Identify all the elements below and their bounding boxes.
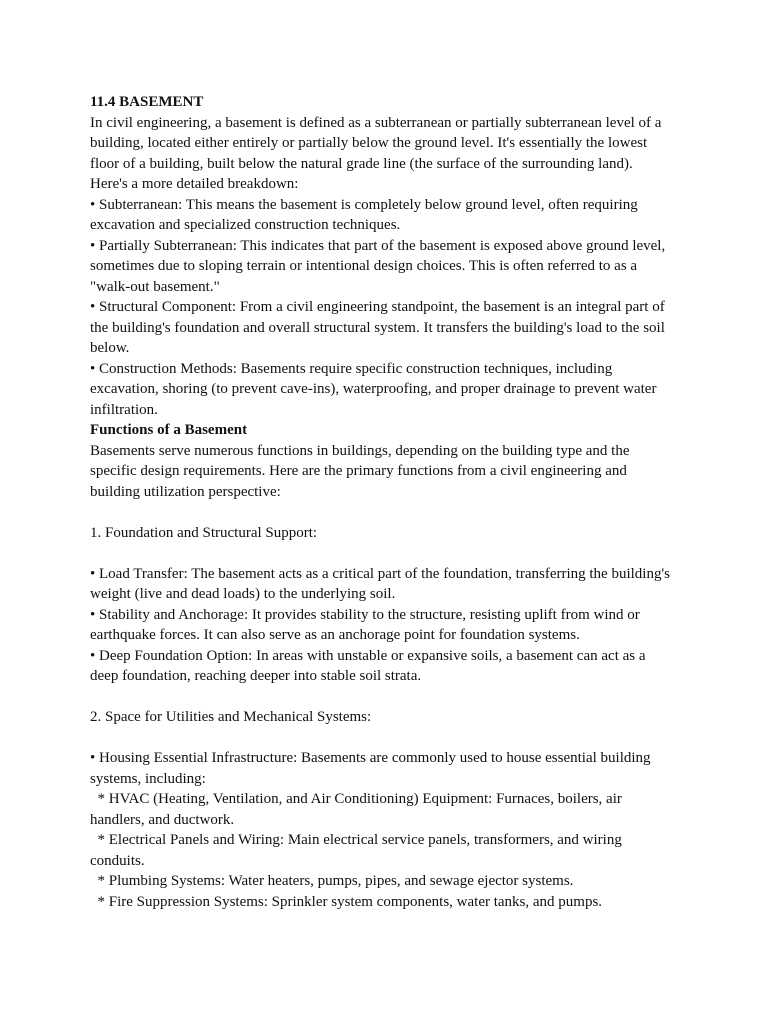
section2-title: 2. Space for Utilities and Mechanical Systems:	[90, 709, 372, 725]
text-line: excavation and specialized construction techniques.	[90, 217, 401, 233]
section1-title: 1. Foundation and Structural Support:	[90, 524, 318, 541]
spacer	[90, 728, 690, 749]
text-line: deep foundation, reaching deeper into stable soil strata.	[90, 668, 422, 684]
sub-item-hvac	[90, 789, 690, 830]
text-line: excavation, shoring (to prevent cave-ins), waterproofing, and proper drainage to prevent water	[90, 381, 657, 397]
text-line: building utilization perspective:	[90, 483, 281, 500]
section2-list	[90, 748, 690, 912]
functions-intro-paragraph	[90, 441, 690, 503]
bullet-item-structural-component	[90, 297, 690, 359]
functions-heading: Functions of a Basement	[90, 422, 248, 438]
text-line: infiltration.	[90, 401, 158, 418]
text-line: • Load Transfer: The basement acts as a critical part of the foundation, transferring the building's	[90, 565, 671, 582]
bullet-item-partially-subterranean	[90, 236, 690, 298]
spacer	[90, 502, 690, 523]
text-line: Here's a more detailed breakdown:	[90, 176, 299, 192]
text-line: the building's foundation and overall structural system. It transfers the building's load to the soil	[90, 319, 665, 336]
text-line: systems, including:	[90, 770, 206, 787]
bullet-item-housing-infrastructure	[90, 748, 690, 789]
text-line: • Subterranean: This means the basement is completely below ground level, often requiring	[90, 196, 638, 213]
text-line: earthquake forces. It can also serve as an anchorage point for foundation systems.	[90, 627, 580, 643]
text-line: conduits.	[90, 852, 145, 869]
sub-item-fire-suppression	[90, 892, 690, 913]
breakdown-list	[90, 195, 690, 421]
sub-item-electrical	[90, 830, 690, 871]
text-line: * HVAC (Heating, Ventilation, and Air Conditioning) Equipment: Furnaces, boilers, air	[90, 791, 622, 807]
text-line: Basements serve numerous functions in buildings, depending on the building type and the	[90, 442, 630, 459]
text-line: handlers, and ductwork.	[90, 811, 235, 828]
text-line: In civil engineering, a basement is defined as a subterranean or partially subterranean level of a	[90, 114, 662, 131]
text-line: weight (live and dead loads) to the underlying soil.	[90, 586, 396, 602]
text-line: • Housing Essential Infrastructure: Basements are commonly used to house essential building	[90, 750, 651, 766]
text-line: * Fire Suppression Systems: Sprinkler system components, water tanks, and pumps.	[90, 893, 603, 910]
bullet-item-deep-foundation	[90, 646, 690, 687]
text-line: "walk-out basement."	[90, 278, 220, 295]
spacer	[90, 687, 690, 708]
section-heading: 11.4 BASEMENT	[90, 94, 204, 110]
text-line: • Deep Foundation Option: In areas with unstable or expansive soils, a basement can act as a	[90, 647, 646, 664]
sub-item-plumbing	[90, 871, 690, 892]
bullet-item-construction-methods	[90, 359, 690, 421]
bullet-item-load-transfer	[90, 564, 690, 605]
text-line: specific design requirements. Here are the primary functions from a civil engineering and	[90, 463, 627, 479]
text-line: • Construction Methods: Basements require specific construction techniques, including	[90, 360, 613, 377]
text-line: floor of a building, built below the natural grade line (the surface of the surrounding land).	[90, 155, 633, 172]
spacer	[90, 543, 690, 564]
bullet-item-stability-anchorage	[90, 605, 690, 646]
document-page	[90, 92, 690, 912]
text-line: building, located either entirely or partially below the ground level. It's essentially the lowest	[90, 135, 648, 151]
text-line: • Structural Component: From a civil engineering standpoint, the basement is an integral part of	[90, 299, 665, 315]
bullet-item-subterranean	[90, 195, 690, 236]
text-line: * Plumbing Systems: Water heaters, pumps, pipes, and sewage ejector systems.	[90, 873, 574, 889]
text-line: sometimes due to sloping terrain or intentional design choices. This is often referred to as a	[90, 258, 638, 274]
text-line: • Stability and Anchorage: It provides stability to the structure, resisting uplift from wind or	[90, 606, 640, 623]
intro-paragraph	[90, 113, 690, 195]
section1-list	[90, 564, 690, 687]
text-line: • Partially Subterranean: This indicates that part of the basement is exposed above ground level,	[90, 237, 666, 254]
text-line: * Electrical Panels and Wiring: Main electrical service panels, transformers, and wiring	[90, 832, 622, 848]
text-line: below.	[90, 340, 130, 356]
